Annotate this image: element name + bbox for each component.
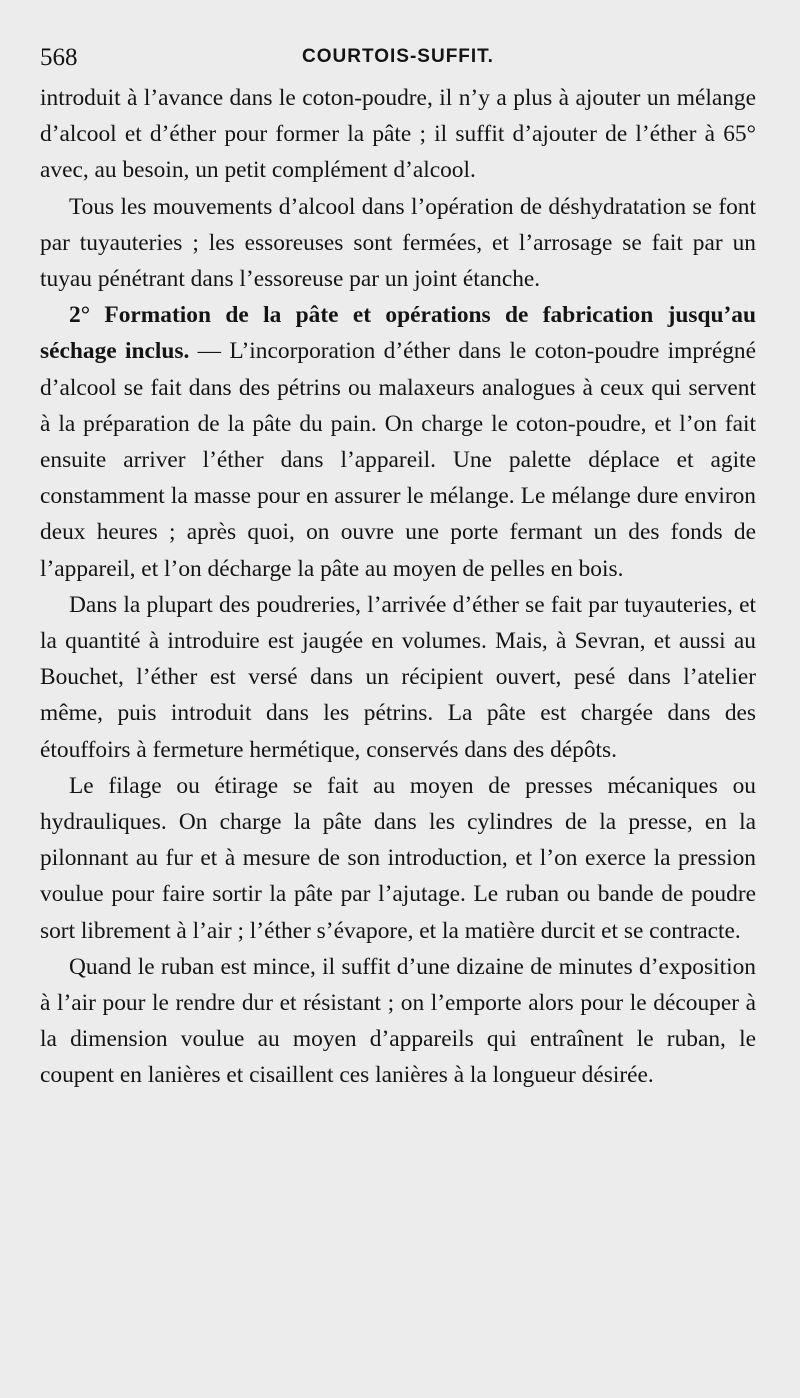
running-title: COURTOIS-SUFFIT. — [302, 46, 494, 67]
paragraph-ether-delivery — [40, 587, 756, 768]
paragraph-continuation — [40, 80, 756, 189]
paragraph-text: Tous les mouvements d’alcool dans l’opération de déshydratation se font par tuyauteries ; les essoreuses sont fermées, et l’arrosage se fait par un tuyau pénétrant dans l’essoreuse par un joint étanche. — [40, 193, 756, 293]
paragraph-dehydration — [40, 189, 756, 298]
paragraph-text: Quand le ruban est mince, il suffit d’une dizaine de minutes d’exposition à l’air pour le rendre dur et résistant ; on l’emporte alors pour le découper à la dimension voulue au moyen d’appareils qui entraînent le ruban, le coupent en lanières et cisaillent ces lanières à la longueur désirée. — [40, 953, 756, 1089]
section-heading: 2° Formation de la pâte et opérations de fabrication jusqu’au séchage inclus. — [40, 302, 756, 365]
paragraph-text: introduit à l’avance dans le coton-poudre, il n’y a plus à ajouter un mélange d’alcool et d’éther pour former la pâte ; il suffit d’ajouter de l’éther à 65° avec, au besoin, un petit complément d’alcool. — [40, 85, 756, 184]
paragraph-text: — L’incorporation d’éther dans le coton-poudre imprégné d’alcool se fait dans des pétrins ou malaxeurs analogues à ceux qui servent à la préparation de la pâte du pain. On charge le coton-poudre, et l’on fait ensuite arriver l’éther dans l’appareil. Une palette déplace et agite constamment la masse pour en assurer le mélange. Le mélange dure environ deux heures ; après quoi, on ouvre une porte fermant un des fonds de l’appareil, et l’on décharge la pâte au moyen de pelles en bois. — [40, 338, 756, 582]
paragraph-section-2 — [40, 297, 756, 587]
body-text — [40, 80, 756, 1094]
paragraph-text: Le filage ou étirage se fait au moyen de presses mécaniques ou hydrauliques. On charge la pâte dans les cylindres de la presse, en la pilonnant au fur et à mesure de son introduction, et l’on exerce la pression voulue pour faire sortir la pâte par l’ajutage. Le ruban ou bande de poudre sort librement à l’air ; l’éther s’évapore, et la matière durcit et se contracte. — [40, 772, 756, 944]
running-head — [40, 36, 756, 72]
paragraph-extrusion — [40, 768, 756, 949]
page-number: 568 — [40, 44, 78, 71]
paragraph-text: Dans la plupart des poudreries, l’arrivée d’éther se fait par tuyauteries, et la quantité à introduire est jaugée en volumes. Mais, à Sevran, et aussi au Bouchet, l’éther est versé dans un récipient ouvert, pesé dans l’atelier même, puis introduit dans les pétrins. La pâte est chargée dans des étouffoirs à fermeture hermétique, conservés dans des dépôts. — [40, 591, 756, 763]
paragraph-cutting — [40, 949, 756, 1094]
